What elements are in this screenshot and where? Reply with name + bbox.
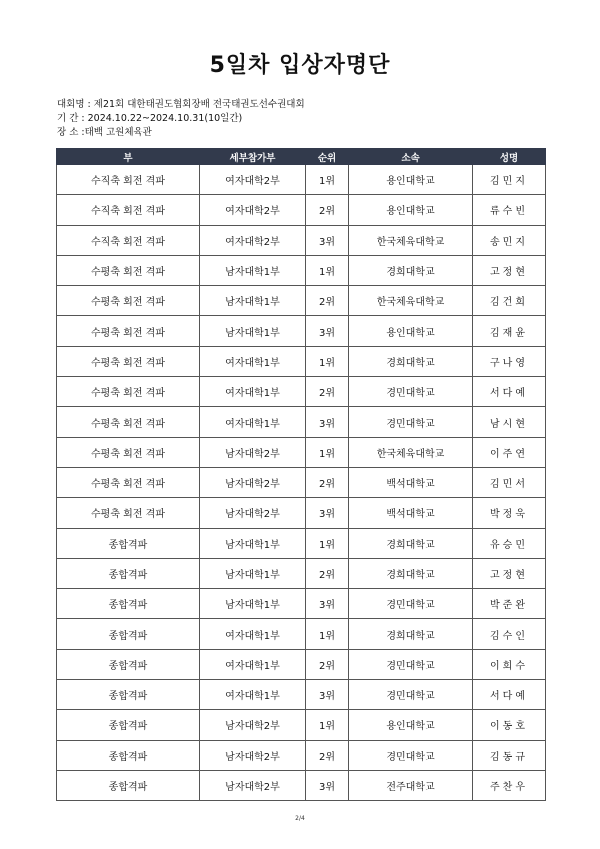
affiliation-cell: 경희대학교 [349, 528, 473, 558]
category-cell: 남자대학2부 [200, 437, 306, 467]
name-cell: 고정현 [473, 255, 546, 285]
name-cell: 서다예 [473, 377, 546, 407]
rank-cell: 1위 [306, 346, 349, 376]
category-cell: 여자대학1부 [200, 346, 306, 376]
event-venue: 장 소 :태백 고원체육관 [57, 127, 152, 138]
rank-cell: 3위 [306, 407, 349, 437]
winners-table [56, 148, 546, 801]
rank-cell: 3위 [306, 498, 349, 528]
division-cell: 수직축 회전 격파 [57, 165, 200, 195]
category-cell: 남자대학1부 [200, 286, 306, 316]
rank-cell: 1위 [306, 165, 349, 195]
event-period: 기 간 : 2024.10.22~2024.10.31(10일간) [57, 113, 243, 124]
division-cell: 수평축 회전 격파 [57, 286, 200, 316]
affiliation-cell: 경민대학교 [349, 407, 473, 437]
affiliation-cell: 한국체육대학교 [349, 225, 473, 255]
affiliation-cell: 경희대학교 [349, 346, 473, 376]
category-cell: 남자대학2부 [200, 740, 306, 770]
table-row [57, 528, 546, 558]
table-header-row [57, 149, 546, 165]
table-row [57, 770, 546, 800]
affiliation-cell: 전주대학교 [349, 770, 473, 800]
affiliation-cell: 경민대학교 [349, 377, 473, 407]
name-cell: 이동호 [473, 710, 546, 740]
category-cell: 남자대학1부 [200, 558, 306, 588]
rank-cell: 3위 [306, 316, 349, 346]
category-cell: 남자대학2부 [200, 710, 306, 740]
division-cell: 수평축 회전 격파 [57, 407, 200, 437]
rank-cell: 2위 [306, 740, 349, 770]
division-cell: 종합격파 [57, 740, 200, 770]
rank-cell: 1위 [306, 528, 349, 558]
table-row [57, 165, 546, 195]
division-cell: 수평축 회전 격파 [57, 377, 200, 407]
division-cell: 수평축 회전 격파 [57, 255, 200, 285]
division-cell: 종합격파 [57, 528, 200, 558]
category-cell: 남자대학2부 [200, 498, 306, 528]
division-cell: 수평축 회전 격파 [57, 316, 200, 346]
rank-cell: 2위 [306, 195, 349, 225]
division-cell: 종합격파 [57, 770, 200, 800]
category-cell: 여자대학1부 [200, 407, 306, 437]
name-cell: 남시현 [473, 407, 546, 437]
division-cell: 종합격파 [57, 680, 200, 710]
category-cell: 남자대학1부 [200, 255, 306, 285]
division-cell: 종합격파 [57, 619, 200, 649]
rank-cell: 2위 [306, 377, 349, 407]
division-cell: 수직축 회전 격파 [57, 195, 200, 225]
rank-cell: 2위 [306, 286, 349, 316]
affiliation-cell: 경희대학교 [349, 619, 473, 649]
rank-cell: 3위 [306, 589, 349, 619]
header-name: 성명 [473, 149, 546, 165]
table-row [57, 740, 546, 770]
category-cell: 남자대학2부 [200, 467, 306, 497]
name-cell: 김동규 [473, 740, 546, 770]
page-number: 2/4 [295, 815, 305, 822]
division-cell: 수직축 회전 격파 [57, 225, 200, 255]
table-row [57, 316, 546, 346]
table-row [57, 407, 546, 437]
division-cell: 수평축 회전 격파 [57, 437, 200, 467]
rank-cell: 2위 [306, 649, 349, 679]
header-rank: 순위 [306, 149, 349, 165]
header-affiliation: 소속 [349, 149, 473, 165]
name-cell: 류수빈 [473, 195, 546, 225]
table-row [57, 467, 546, 497]
rank-cell: 3위 [306, 680, 349, 710]
division-cell: 종합격파 [57, 589, 200, 619]
category-cell: 여자대학2부 [200, 225, 306, 255]
table-row [57, 195, 546, 225]
name-cell: 김민서 [473, 467, 546, 497]
rank-cell: 1위 [306, 619, 349, 649]
category-cell: 남자대학2부 [200, 770, 306, 800]
table-row [57, 710, 546, 740]
category-cell: 여자대학1부 [200, 680, 306, 710]
affiliation-cell: 한국체육대학교 [349, 437, 473, 467]
affiliation-cell: 경희대학교 [349, 255, 473, 285]
affiliation-cell: 경민대학교 [349, 589, 473, 619]
rank-cell: 2위 [306, 467, 349, 497]
table-row [57, 680, 546, 710]
affiliation-cell: 용인대학교 [349, 195, 473, 225]
category-cell: 여자대학1부 [200, 377, 306, 407]
name-cell: 김수인 [473, 619, 546, 649]
name-cell: 김민지 [473, 165, 546, 195]
affiliation-cell: 경민대학교 [349, 649, 473, 679]
division-cell: 수평축 회전 격파 [57, 498, 200, 528]
category-cell: 남자대학1부 [200, 316, 306, 346]
affiliation-cell: 경민대학교 [349, 740, 473, 770]
table-row [57, 498, 546, 528]
name-cell: 박준완 [473, 589, 546, 619]
rank-cell: 1위 [306, 255, 349, 285]
category-cell: 남자대학1부 [200, 589, 306, 619]
table-row [57, 346, 546, 376]
name-cell: 서다예 [473, 680, 546, 710]
rank-cell: 3위 [306, 225, 349, 255]
rank-cell: 3위 [306, 770, 349, 800]
name-cell: 구나영 [473, 346, 546, 376]
event-name: 대회명 : 제21회 대한태권도협회장배 전국태권도선수권대회 [57, 99, 305, 110]
rank-cell: 2위 [306, 558, 349, 588]
name-cell: 이희수 [473, 649, 546, 679]
table-row [57, 589, 546, 619]
table-row [57, 255, 546, 285]
name-cell: 김건희 [473, 286, 546, 316]
division-cell: 종합격파 [57, 710, 200, 740]
affiliation-cell: 경희대학교 [349, 558, 473, 588]
name-cell: 김재윤 [473, 316, 546, 346]
division-cell: 수평축 회전 격파 [57, 346, 200, 376]
name-cell: 송민지 [473, 225, 546, 255]
header-category: 세부참가부 [200, 149, 306, 165]
division-cell: 종합격파 [57, 649, 200, 679]
name-cell: 유승민 [473, 528, 546, 558]
page-title: 5일차 입상자명단 [209, 53, 391, 78]
table-row [57, 286, 546, 316]
name-cell: 이주연 [473, 437, 546, 467]
table-row [57, 437, 546, 467]
category-cell: 여자대학1부 [200, 619, 306, 649]
affiliation-cell: 백석대학교 [349, 467, 473, 497]
rank-cell: 1위 [306, 437, 349, 467]
name-cell: 박정욱 [473, 498, 546, 528]
rank-cell: 1위 [306, 710, 349, 740]
division-cell: 수평축 회전 격파 [57, 467, 200, 497]
affiliation-cell: 용인대학교 [349, 316, 473, 346]
table-row [57, 649, 546, 679]
category-cell: 여자대학1부 [200, 649, 306, 679]
name-cell: 고정현 [473, 558, 546, 588]
category-cell: 남자대학1부 [200, 528, 306, 558]
category-cell: 여자대학2부 [200, 195, 306, 225]
header-division: 부 [57, 149, 200, 165]
affiliation-cell: 용인대학교 [349, 710, 473, 740]
affiliation-cell: 용인대학교 [349, 165, 473, 195]
division-cell: 종합격파 [57, 558, 200, 588]
table-row [57, 377, 546, 407]
affiliation-cell: 경민대학교 [349, 680, 473, 710]
category-cell: 여자대학2부 [200, 165, 306, 195]
affiliation-cell: 백석대학교 [349, 498, 473, 528]
table-row [57, 558, 546, 588]
table-row [57, 225, 546, 255]
affiliation-cell: 한국체육대학교 [349, 286, 473, 316]
table-body [57, 165, 546, 801]
table-row [57, 619, 546, 649]
name-cell: 주찬우 [473, 770, 546, 800]
